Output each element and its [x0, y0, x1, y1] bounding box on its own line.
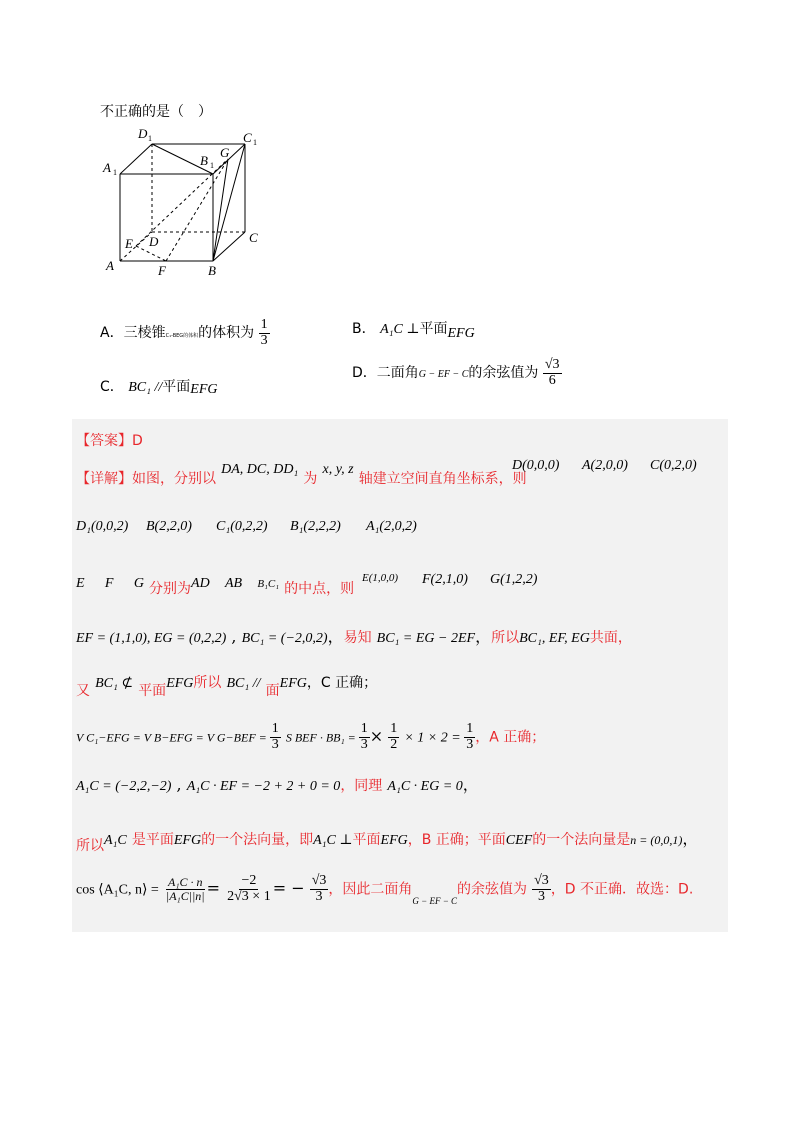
point-b: B(2,2,0) [146, 519, 192, 534]
label-g: G [220, 145, 230, 160]
label-a: A [106, 258, 114, 273]
point-c: C(0,2,0) [650, 458, 697, 473]
svg-text:1: 1 [148, 134, 152, 143]
option-a: A．三棱锥C₁-BEG的体积的体积为 $\frac{1}{3}$ [100, 317, 268, 348]
label-f: F [158, 263, 166, 278]
label-d1: D [138, 126, 148, 141]
label-a1: A [103, 160, 111, 175]
point-a1: A₁(2,0,2) [366, 519, 417, 534]
point-b1: B₁(2,2,2) [290, 519, 341, 534]
solution-line-5: 又 BC₁ ⊄ 平面EFG所以 BC₁ // 面EFG，C 正确； [76, 675, 378, 699]
solution-line-9: cos ⟨A₁C, n⟩ = $\frac{\text{A₁C · n}}{\text{|A₁C||n|}}$ = $\frac{-2}{2√3 \times 1}$ = − $\frac{√3}{3}$ ，因此二面角$_{G - EF - C}$的余弦值为 $\frac{√3}{3}$ ，D 不正确．故选：D. [76, 873, 694, 906]
option-b: B． A₁C ⊥平面EFG [352, 321, 475, 341]
solution-line-8: 所以A₁C 是平面EFG的一个法向量，即A₁C ⊥平面EFG，B 正确；平面CEF的一个法向量是n = (0,0,1)， [76, 829, 699, 854]
svg-text:1: 1 [210, 161, 214, 170]
label-b: B [208, 263, 216, 278]
option-c: C． BC₁ //平面EFG [100, 379, 218, 397]
solution-line-6: V C₁−EFG = V B−EFG = V G−BEF = $\frac{1}{3}$ S BEF · BB₁ = $\frac{1}{3}$ × $\frac{1}{2}$ × 1 × 2 = $\frac{1}{3}$ ，A 正确； [76, 721, 546, 752]
point-d: D(0,0,0) [512, 458, 560, 473]
label-c: C [249, 230, 258, 245]
point-d1: D₁(0,0,2) [76, 519, 129, 534]
point-g: G(1,2,2) [490, 572, 538, 587]
label-d: D [149, 234, 159, 249]
question-stem: 不正确的是（ ） [100, 104, 212, 120]
point-e: E(1,0,0) [362, 572, 399, 584]
label-e: E [125, 236, 133, 251]
point-f: F(2,1,0) [422, 572, 468, 587]
option-d: D．二面角G − EF − C的余弦值为 $\frac{√3}{6}$ [352, 357, 560, 388]
solution-line-7: A₁C = (−2,2,−2) , A₁C · EF = −2 + 2 + 0 = 0，同理 A₁C · EG = 0， [76, 775, 479, 794]
svg-text:1: 1 [113, 168, 117, 177]
label-b1: B [200, 153, 208, 168]
cube-figure [100, 124, 270, 280]
point-c1: C₁(0,2,2) [216, 519, 268, 534]
solution-line-1: 【详解】如图，分别以 DA, DC, DD₁ 为 x, y, z 轴建立空间直角坐标系，则 [76, 462, 527, 487]
svg-text:1: 1 [253, 138, 257, 147]
solution-line-4: EF = (1,1,0), EG = (0,2,2) , BC₁ = (−2,0,2)，易知 BC₁ = EG − 2EF，所以BC₁, EF, EG共面， [76, 627, 632, 646]
label-c1: C [243, 130, 252, 145]
point-a: A(2,0,0) [582, 458, 628, 473]
solution-line-3: E F G 分别为AD AB B₁C₁ 的中点，则 [76, 576, 355, 597]
answer-label: 【答案】D [76, 433, 143, 449]
